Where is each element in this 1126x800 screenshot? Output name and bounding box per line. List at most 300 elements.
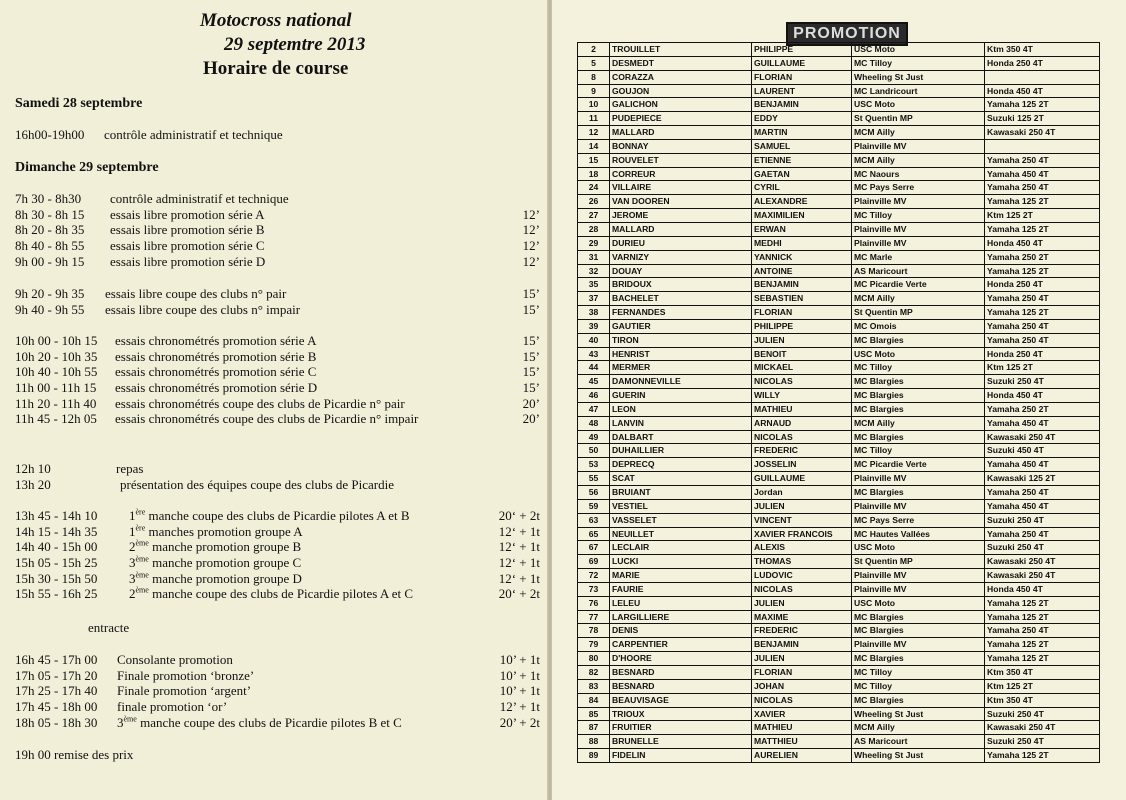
rider-row xyxy=(578,596,1100,610)
rider-first-name: GAETAN xyxy=(752,167,852,181)
schedule-duration: 20’ xyxy=(522,395,540,411)
rider-bike: Suzuki 250 4T xyxy=(985,735,1100,749)
rider-club: MC Tilloy xyxy=(852,361,985,375)
schedule-label-text: manche coupe des clubs de Picardie pilotes A et C xyxy=(152,586,414,602)
rider-bike: Yamaha 250 4T xyxy=(985,624,1100,638)
rider-bike: Yamaha 250 4T xyxy=(985,181,1100,195)
schedule-duration: 10’ + 1t xyxy=(499,667,540,683)
rider-row xyxy=(578,638,1100,652)
rider-first-name: BENJAMIN xyxy=(752,638,852,652)
rider-number: 43 xyxy=(578,347,610,361)
rider-last-name: LANVIN xyxy=(610,416,752,430)
rider-bike: Yamaha 125 2T xyxy=(985,306,1100,320)
rider-first-name: ETIENNE xyxy=(752,153,852,167)
rider-last-name: GUERIN xyxy=(610,389,752,403)
rider-number: 55 xyxy=(578,472,610,486)
schedule-label: Finale promotion ‘argent’ xyxy=(117,683,252,699)
rider-last-name: LEON xyxy=(610,402,752,416)
schedule-duration: 20’ + 2t xyxy=(499,714,540,730)
rider-last-name: GAUTIER xyxy=(610,319,752,333)
rider-row xyxy=(578,416,1100,430)
rider-bike: Honda 250 4T xyxy=(985,347,1100,361)
rider-club: MC Tilloy xyxy=(852,444,985,458)
rider-bike: Yamaha 250 4T xyxy=(985,333,1100,347)
rider-first-name: Jordan xyxy=(752,486,852,500)
rider-first-name: XAVIER xyxy=(752,707,852,721)
rider-number: 85 xyxy=(578,707,610,721)
rider-row xyxy=(578,361,1100,375)
rider-bike: Ktm 350 4T xyxy=(985,693,1100,707)
rider-number: 5 xyxy=(578,56,610,70)
rider-last-name: GALICHON xyxy=(610,98,752,112)
rider-bike: Suzuki 450 4T xyxy=(985,444,1100,458)
rider-row xyxy=(578,693,1100,707)
schedule-duration: 10’ + 1t xyxy=(499,683,540,699)
rider-row xyxy=(578,499,1100,513)
schedule-time: 15h 30 - 15h 50 xyxy=(15,570,98,586)
rider-row xyxy=(578,472,1100,486)
rider-number: 84 xyxy=(578,693,610,707)
rider-bike: Yamaha 125 2T xyxy=(985,222,1100,236)
rider-number: 45 xyxy=(578,375,610,389)
rider-bike: Yamaha 125 2T xyxy=(985,652,1100,666)
rider-club: MCM Ailly xyxy=(852,292,985,306)
rider-bike: Honda 250 4T xyxy=(985,278,1100,292)
rider-last-name: CORREUR xyxy=(610,167,752,181)
rider-last-name: MALLARD xyxy=(610,126,752,140)
rider-number: 48 xyxy=(578,416,610,430)
rider-club: USC Moto xyxy=(852,347,985,361)
ordinal-suffix: ème xyxy=(135,539,149,549)
schedule-time: 7h 30 - 8h30 xyxy=(15,191,82,206)
event-date: 29 septemtre 2013 xyxy=(224,34,366,55)
rider-row xyxy=(578,541,1100,555)
rider-first-name: FLORIAN xyxy=(752,665,852,679)
schedule-time: 11h 45 - 12h 05 xyxy=(15,411,97,427)
schedule-duration: 15’ xyxy=(522,348,540,364)
rider-number: 14 xyxy=(578,139,610,153)
rider-row xyxy=(578,43,1100,57)
schedule-time: 8h 20 - 8h 35 xyxy=(15,222,85,238)
schedule-label: essais libre promotion série D xyxy=(110,253,266,269)
schedule-time: 11h 00 - 11h 15 xyxy=(15,380,97,396)
promotion-title: PROMOTION xyxy=(786,22,908,46)
rider-bike: Suzuki 125 2T xyxy=(985,112,1100,126)
rider-number: 59 xyxy=(578,499,610,513)
rider-first-name: ERWAN xyxy=(752,222,852,236)
rider-number: 35 xyxy=(578,278,610,292)
rider-bike: Kawasaki 250 4T xyxy=(985,569,1100,583)
rider-row xyxy=(578,306,1100,320)
rider-club: Plainville MV xyxy=(852,472,985,486)
sunday-title: Dimanche 29 septembre xyxy=(15,160,159,175)
schedule-duration: 12‘ + 1t xyxy=(498,523,540,539)
rider-last-name: CORAZZA xyxy=(610,70,752,84)
presentation-time: 13h 20 xyxy=(15,477,51,492)
rider-club: MC Tilloy xyxy=(852,679,985,693)
rider-bike: Ktm 125 2T xyxy=(985,679,1100,693)
schedule-time: 15h 55 - 16h 25 xyxy=(15,586,98,602)
rider-bike: Yamaha 125 2T xyxy=(985,98,1100,112)
event-title: Motocross national xyxy=(200,10,352,31)
promotion-riders-table xyxy=(577,42,1100,763)
rider-club: MCM Ailly xyxy=(852,153,985,167)
rider-last-name: DENIS xyxy=(610,624,752,638)
rider-number: 37 xyxy=(578,292,610,306)
rider-bike: Yamaha 250 4T xyxy=(985,527,1100,541)
rider-number: 78 xyxy=(578,624,610,638)
rider-bike: Yamaha 450 4T xyxy=(985,416,1100,430)
rider-number: 39 xyxy=(578,319,610,333)
schedule-label: essais chronométrés promotion série B xyxy=(115,348,317,364)
rider-last-name: DURIEU xyxy=(610,236,752,250)
rider-club: MCM Ailly xyxy=(852,126,985,140)
schedule-duration: 20‘ + 2t xyxy=(498,508,540,523)
schedule-duration: 10’ + 1t xyxy=(499,652,540,667)
rider-bike: Honda 250 4T xyxy=(985,56,1100,70)
schedule-label: essais libre promotion série B xyxy=(110,222,265,238)
rider-last-name: VARNIZY xyxy=(610,250,752,264)
schedule-duration: 20’ xyxy=(522,411,540,427)
rider-number: 18 xyxy=(578,167,610,181)
rider-number: 38 xyxy=(578,306,610,320)
rider-row xyxy=(578,319,1100,333)
rider-number: 89 xyxy=(578,749,610,763)
rider-bike xyxy=(985,139,1100,153)
rider-club: Wheeling St Just xyxy=(852,70,985,84)
schedule-time: 8h 30 - 8h 15 xyxy=(15,206,85,222)
rider-first-name: THOMAS xyxy=(752,555,852,569)
rider-row xyxy=(578,375,1100,389)
rider-number: 24 xyxy=(578,181,610,195)
rider-first-name: BENJAMIN xyxy=(752,278,852,292)
ordinal-number: 3 xyxy=(129,555,136,571)
rider-row xyxy=(578,292,1100,306)
rider-club: MC Blargies xyxy=(852,610,985,624)
rider-row xyxy=(578,458,1100,472)
rider-first-name: AURELIEN xyxy=(752,749,852,763)
rider-row xyxy=(578,236,1100,250)
rider-club: St Quentin MP xyxy=(852,306,985,320)
rider-number: 2 xyxy=(578,43,610,57)
rider-first-name: NICOLAS xyxy=(752,582,852,596)
schedule-duration: 12‘ + 1t xyxy=(498,539,540,555)
rider-bike xyxy=(985,70,1100,84)
rider-last-name: BESNARD xyxy=(610,665,752,679)
rider-first-name: JOHAN xyxy=(752,679,852,693)
rider-number: 53 xyxy=(578,458,610,472)
rider-last-name: VILLAIRE xyxy=(610,181,752,195)
rider-last-name: BEAUVISAGE xyxy=(610,693,752,707)
rider-row xyxy=(578,209,1100,223)
schedule-time: 11h 20 - 11h 40 xyxy=(15,395,97,411)
rider-row xyxy=(578,582,1100,596)
schedule-label-text: manche promotion groupe C xyxy=(152,555,302,571)
rider-bike: Yamaha 450 4T xyxy=(985,499,1100,513)
rider-last-name: SCAT xyxy=(610,472,752,486)
rider-row xyxy=(578,112,1100,126)
schedule-time: 10h 20 - 10h 35 xyxy=(15,348,98,364)
schedule-label xyxy=(129,524,303,540)
rider-last-name: VASSELET xyxy=(610,513,752,527)
rider-first-name: FLORIAN xyxy=(752,70,852,84)
ordinal-number: 3 xyxy=(129,570,136,586)
schedule-label: essais libre promotion série C xyxy=(110,238,265,254)
rider-row xyxy=(578,527,1100,541)
rider-first-name: LUDOVIC xyxy=(752,569,852,583)
rider-number: 79 xyxy=(578,638,610,652)
schedule-label-text: manche coupe des clubs de Picardie pilotes A et B xyxy=(148,508,410,523)
rider-first-name: MAXIMILIEN xyxy=(752,209,852,223)
schedule-duration: 20‘ + 2t xyxy=(498,586,540,602)
saturday-label: contrôle administratif et technique xyxy=(104,127,283,142)
rider-last-name: BRUIANT xyxy=(610,486,752,500)
rider-first-name: BENJAMIN xyxy=(752,98,852,112)
rider-club: MC Blargies xyxy=(852,693,985,707)
schedule-duration: 15’ xyxy=(522,301,540,317)
schedule-label: finale promotion ‘or’ xyxy=(117,699,228,715)
rider-bike: Yamaha 450 4T xyxy=(985,167,1100,181)
rider-first-name: GUILLAUME xyxy=(752,56,852,70)
schedule-time: 14h 40 - 15h 00 xyxy=(15,539,98,555)
ordinal-suffix: ème xyxy=(123,714,137,724)
schedule-duration: 12’ xyxy=(522,238,540,254)
schedule-label xyxy=(129,539,301,555)
rider-row xyxy=(578,167,1100,181)
rider-bike: Yamaha 125 2T xyxy=(985,264,1100,278)
rider-number: 29 xyxy=(578,236,610,250)
rider-bike: Honda 450 4T xyxy=(985,84,1100,98)
schedule-duration: 15’ xyxy=(522,333,540,348)
rider-number: 40 xyxy=(578,333,610,347)
intermission-label: entracte xyxy=(88,620,130,635)
rider-first-name: GUILLAUME xyxy=(752,472,852,486)
schedule-duration: 15’ xyxy=(522,364,540,380)
rider-first-name: MARTIN xyxy=(752,126,852,140)
rider-row xyxy=(578,250,1100,264)
rider-row xyxy=(578,749,1100,763)
rider-number: 65 xyxy=(578,527,610,541)
schedule-duration: 12’ xyxy=(522,222,540,238)
rider-number: 82 xyxy=(578,665,610,679)
rider-number: 69 xyxy=(578,555,610,569)
rider-row xyxy=(578,707,1100,721)
ordinal-suffix: ère xyxy=(135,507,146,517)
rider-bike: Yamaha 250 4T xyxy=(985,153,1100,167)
rider-first-name: SEBASTIEN xyxy=(752,292,852,306)
schedule-heading: Horaire de course xyxy=(203,58,349,79)
rider-row xyxy=(578,486,1100,500)
rider-last-name: JEROME xyxy=(610,209,752,223)
rider-last-name: BACHELET xyxy=(610,292,752,306)
rider-number: 72 xyxy=(578,569,610,583)
rider-number: 83 xyxy=(578,679,610,693)
schedule-duration: 15’ xyxy=(522,380,540,396)
rider-bike: Yamaha 125 2T xyxy=(985,195,1100,209)
rider-last-name: HENRIST xyxy=(610,347,752,361)
rider-bike: Suzuki 250 4T xyxy=(985,707,1100,721)
rider-club: MC Picardie Verte xyxy=(852,278,985,292)
rider-number: 31 xyxy=(578,250,610,264)
rider-last-name: DOUAY xyxy=(610,264,752,278)
rider-last-name: VAN DOOREN xyxy=(610,195,752,209)
rider-last-name: BRIDOUX xyxy=(610,278,752,292)
schedule-duration: 12’ xyxy=(522,253,540,269)
rider-row xyxy=(578,444,1100,458)
rider-club: MC Blargies xyxy=(852,652,985,666)
presentation-label: présentation des équipes coupe des clubs de Picardie xyxy=(120,477,394,492)
rider-club: St Quentin MP xyxy=(852,112,985,126)
schedule-time: 15h 05 - 15h 25 xyxy=(15,555,98,571)
rider-row xyxy=(578,652,1100,666)
rider-row xyxy=(578,569,1100,583)
rider-last-name: NEUILLET xyxy=(610,527,752,541)
rider-last-name: FIDELIN xyxy=(610,749,752,763)
rider-first-name: NICOLAS xyxy=(752,375,852,389)
rider-number: 80 xyxy=(578,652,610,666)
rider-club: USC Moto xyxy=(852,43,985,57)
rider-number: 67 xyxy=(578,541,610,555)
rider-club: Plainville MV xyxy=(852,569,985,583)
ordinal-number: 3 xyxy=(117,714,124,730)
ordinal-suffix: ème xyxy=(135,586,149,596)
rider-last-name: PUDEPIECE xyxy=(610,112,752,126)
rider-first-name: FLORIAN xyxy=(752,306,852,320)
rider-row xyxy=(578,610,1100,624)
schedule-label: essais chronométrés coupe des clubs de Picardie n° impair xyxy=(115,411,419,427)
rider-club: Wheeling St Just xyxy=(852,749,985,763)
rider-bike: Honda 450 4T xyxy=(985,582,1100,596)
rider-number: 15 xyxy=(578,153,610,167)
rider-bike: Kawasaki 250 4T xyxy=(985,555,1100,569)
rider-number: 50 xyxy=(578,444,610,458)
rider-last-name: LECLAIR xyxy=(610,541,752,555)
rider-last-name: LELEU xyxy=(610,596,752,610)
ordinal-suffix: ère xyxy=(135,523,146,533)
rider-number: 63 xyxy=(578,513,610,527)
rider-number: 47 xyxy=(578,402,610,416)
rider-club: Plainville MV xyxy=(852,499,985,513)
rider-row xyxy=(578,139,1100,153)
ordinal-suffix: ème xyxy=(135,570,149,580)
rider-bike: Kawasaki 250 4T xyxy=(985,430,1100,444)
rider-number: 46 xyxy=(578,389,610,403)
rider-bike: Ktm 125 2T xyxy=(985,361,1100,375)
schedule-duration: 12’ + 1t xyxy=(499,699,540,715)
schedule-label-text: manches promotion groupe A xyxy=(148,523,303,539)
rider-first-name: BENOIT xyxy=(752,347,852,361)
schedule-label: essais libre coupe des clubs n° impair xyxy=(105,301,301,317)
rider-bike: Suzuki 250 4T xyxy=(985,375,1100,389)
saturday-title: Samedi 28 septembre xyxy=(15,96,143,111)
rider-bike: Honda 450 4T xyxy=(985,389,1100,403)
rider-club: Plainville MV xyxy=(852,195,985,209)
rider-club: MC Marle xyxy=(852,250,985,264)
rider-club: MCM Ailly xyxy=(852,721,985,735)
schedule-duration: 12‘ + 1t xyxy=(498,555,540,571)
rider-row xyxy=(578,278,1100,292)
rider-bike: Yamaha 250 2T xyxy=(985,250,1100,264)
rider-first-name: NICOLAS xyxy=(752,430,852,444)
rider-number: 8 xyxy=(578,70,610,84)
schedule-label-text: manche promotion groupe D xyxy=(152,570,302,586)
schedule-label xyxy=(129,555,301,571)
rider-club: MC Naours xyxy=(852,167,985,181)
rider-row xyxy=(578,679,1100,693)
rider-last-name: LUCKI xyxy=(610,555,752,569)
schedule-time: 18h 05 - 18h 30 xyxy=(15,714,98,730)
rider-number: 28 xyxy=(578,222,610,236)
schedule-label-text: manche promotion groupe B xyxy=(152,539,302,555)
ordinal-number: 1 xyxy=(129,508,136,523)
rider-first-name: MICKAEL xyxy=(752,361,852,375)
rider-bike: Yamaha 125 2T xyxy=(985,638,1100,652)
rider-last-name: DEPRECQ xyxy=(610,458,752,472)
rider-first-name: ANTOINE xyxy=(752,264,852,278)
rider-last-name: BESNARD xyxy=(610,679,752,693)
rider-first-name: JULIEN xyxy=(752,596,852,610)
rider-bike: Yamaha 450 4T xyxy=(985,458,1100,472)
rider-club: USC Moto xyxy=(852,541,985,555)
rider-first-name: JOSSELIN xyxy=(752,458,852,472)
rider-club: USC Moto xyxy=(852,596,985,610)
rider-bike: Yamaha 250 2T xyxy=(985,402,1100,416)
rider-club: MC Blargies xyxy=(852,624,985,638)
rider-row xyxy=(578,721,1100,735)
rider-first-name: NICOLAS xyxy=(752,693,852,707)
rider-first-name: YANNICK xyxy=(752,250,852,264)
rider-club: Plainville MV xyxy=(852,139,985,153)
rider-number: 27 xyxy=(578,209,610,223)
rider-club: MC Picardie Verte xyxy=(852,458,985,472)
schedule-label: essais chronométrés promotion série A xyxy=(115,333,317,348)
schedule-label: Consolante promotion xyxy=(117,652,233,667)
schedule-time: 9h 20 - 9h 35 xyxy=(15,286,85,301)
rider-first-name: VINCENT xyxy=(752,513,852,527)
rider-last-name: TROUILLET xyxy=(610,43,752,57)
rider-last-name: DAMONNEVILLE xyxy=(610,375,752,389)
schedule-duration: 15’ xyxy=(522,286,540,301)
rider-number: 44 xyxy=(578,361,610,375)
rider-number: 26 xyxy=(578,195,610,209)
ordinal-suffix: ème xyxy=(135,554,149,564)
rider-bike: Yamaha 125 2T xyxy=(985,596,1100,610)
prize-giving: 19h 00 remise des prix xyxy=(15,747,134,762)
schedule-time: 10h 00 - 10h 15 xyxy=(15,333,98,348)
rider-row xyxy=(578,389,1100,403)
rider-row xyxy=(578,402,1100,416)
rider-club: MC Landricourt xyxy=(852,84,985,98)
rider-first-name: JULIEN xyxy=(752,652,852,666)
rider-number: 32 xyxy=(578,264,610,278)
rider-row xyxy=(578,195,1100,209)
rider-row xyxy=(578,513,1100,527)
schedule-label xyxy=(129,586,413,602)
rider-first-name: MATTHIEU xyxy=(752,735,852,749)
rider-club: Plainville MV xyxy=(852,236,985,250)
schedule-label xyxy=(129,508,410,524)
rider-bike: Ktm 350 4T xyxy=(985,43,1100,57)
rider-club: St Quentin MP xyxy=(852,555,985,569)
rider-row xyxy=(578,181,1100,195)
rider-club: MC Blargies xyxy=(852,333,985,347)
rider-bike: Yamaha 125 2T xyxy=(985,610,1100,624)
rider-number: 12 xyxy=(578,126,610,140)
rider-last-name: BRUNELLE xyxy=(610,735,752,749)
rider-row xyxy=(578,555,1100,569)
rider-row xyxy=(578,347,1100,361)
rider-bike: Suzuki 250 4T xyxy=(985,541,1100,555)
